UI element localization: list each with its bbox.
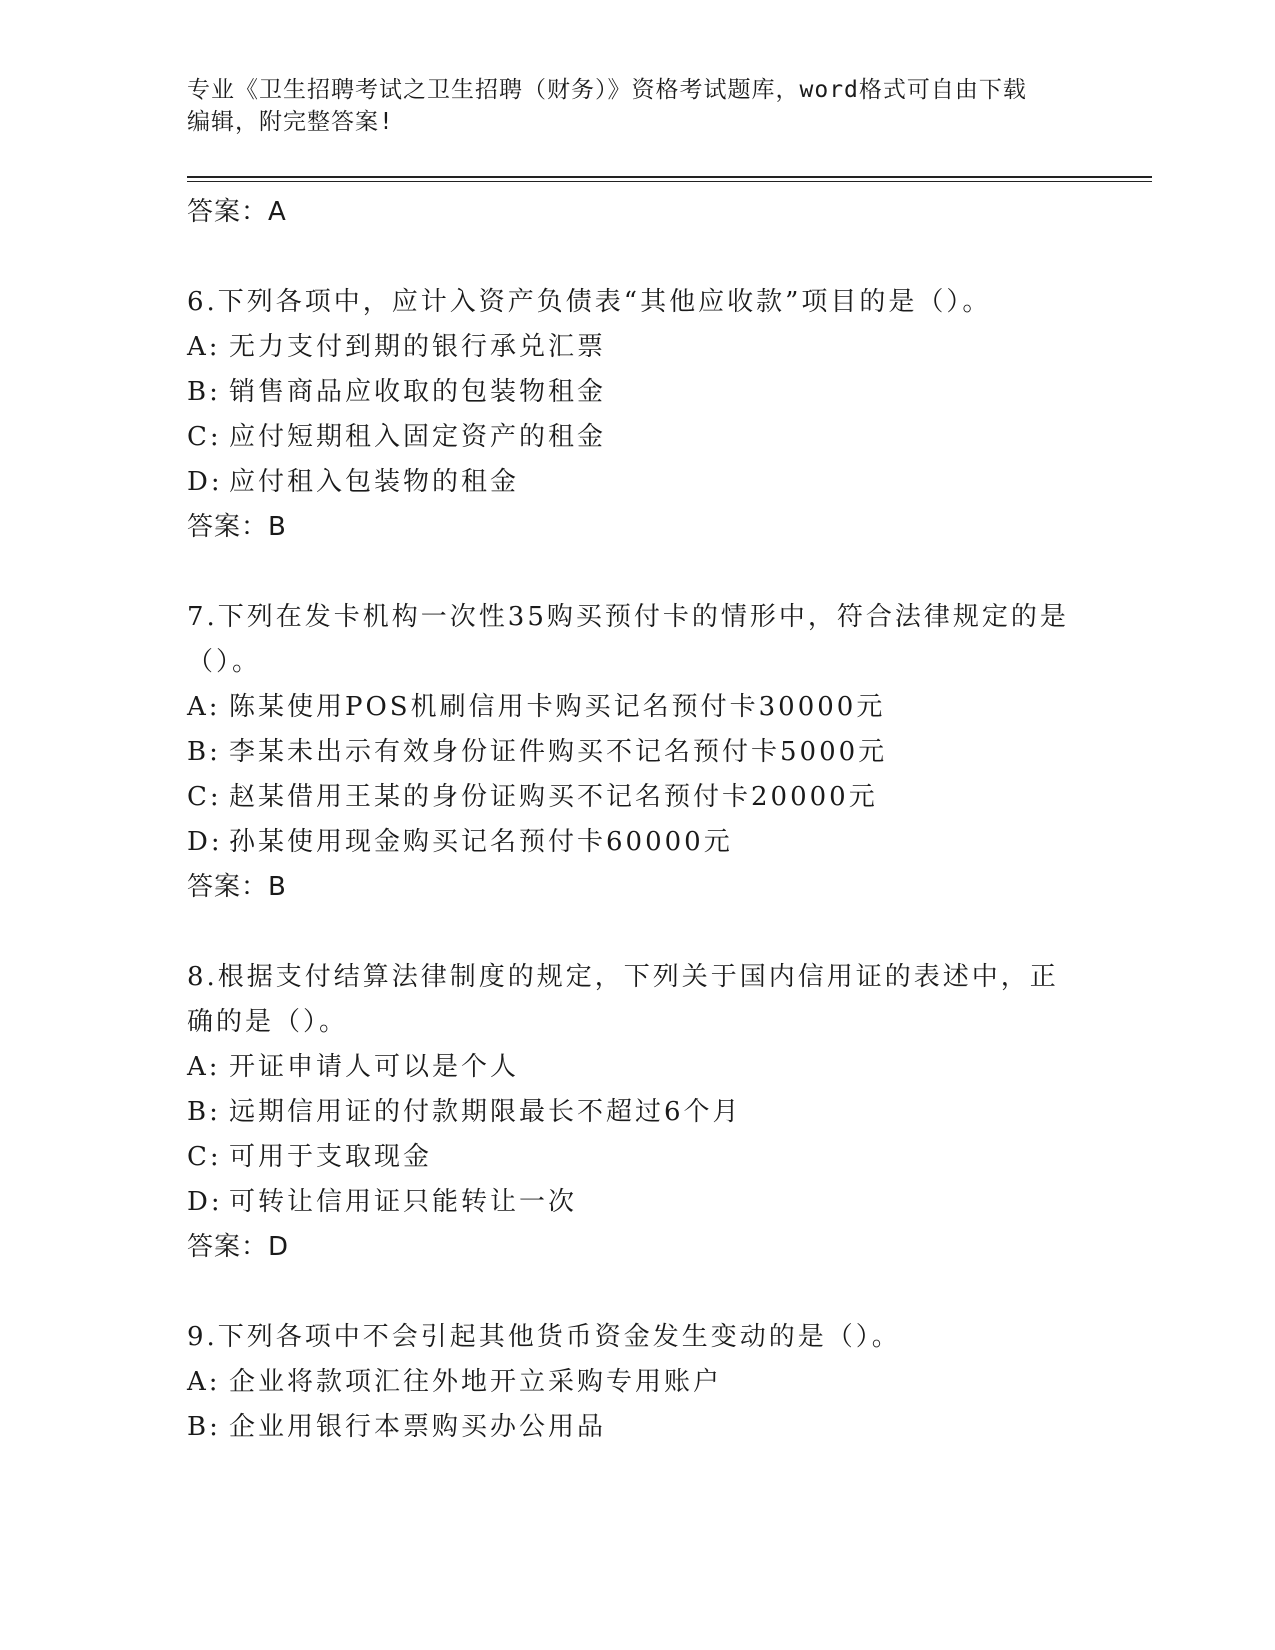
option-text: 企业用银行本票购买办公用品 [229, 1412, 607, 1442]
previous-answer: 答案：A [187, 197, 287, 227]
option-c [187, 415, 1087, 460]
option-key: C: [187, 1142, 222, 1172]
question-text-continued: （）。 [187, 647, 262, 677]
option-key: B: [187, 737, 221, 767]
question-block-8 [187, 955, 1087, 1269]
option-text: 销售商品应收取的包装物租金 [229, 377, 607, 407]
option-key: A: [187, 692, 221, 722]
option-d [187, 1180, 1087, 1225]
option-b [187, 370, 1087, 415]
answer-line: 答案：D [187, 1232, 290, 1262]
question-text: 9.下列各项中不会引起其他货币资金发生变动的是（）。 [187, 1322, 901, 1352]
option-text: 李某未出示有效身份证件购买不记名预付卡5000元 [229, 737, 888, 767]
option-d [187, 460, 1087, 505]
question-text: 6.下列各项中，应计入资产负债表“其他应收款”项目的是（）。 [187, 287, 992, 317]
question-text: 7.下列在发卡机构一次性35购买预付卡的情形中，符合法律规定的是 [187, 602, 1069, 632]
option-b [187, 1405, 1087, 1450]
option-a [187, 1045, 1087, 1090]
option-text: 企业将款项汇往外地开立采购专用账户 [229, 1367, 723, 1397]
option-key: A: [187, 1367, 221, 1397]
option-key: B: [187, 377, 221, 407]
option-key: D: [187, 827, 223, 857]
answer-line: 答案：B [187, 512, 287, 542]
spacer [187, 909, 1087, 955]
option-b [187, 1090, 1087, 1135]
question-list [187, 190, 1087, 1450]
spacer [187, 549, 1087, 595]
question-block-6 [187, 280, 1087, 549]
question-block-9 [187, 1315, 1087, 1450]
document-header [187, 74, 1067, 138]
option-text: 孙某使用现金购买记名预付卡60000元 [229, 827, 733, 857]
option-text: 可用于支取现金 [229, 1142, 433, 1172]
option-c [187, 775, 1087, 820]
option-b [187, 730, 1087, 775]
option-text: 无力支付到期的银行承兑汇票 [229, 332, 607, 362]
option-key: B: [187, 1412, 221, 1442]
spacer [187, 234, 1087, 280]
option-key: C: [187, 782, 222, 812]
option-text: 应付租入包装物的租金 [229, 467, 520, 497]
option-text: 赵某借用王某的身份证购买不记名预付卡20000元 [229, 782, 878, 812]
answer-line: 答案：B [187, 872, 287, 902]
option-c [187, 1135, 1087, 1180]
question-text-continued: 确的是（）。 [187, 1007, 349, 1037]
option-a [187, 1360, 1087, 1405]
option-text: 开证申请人可以是个人 [229, 1052, 520, 1082]
header-rule-thin [187, 181, 1152, 182]
option-text: 陈某使用POS机刷信用卡购买记名预付卡30000元 [229, 692, 886, 722]
question-text: 8.根据支付结算法律制度的规定，下列关于国内信用证的表述中，正 [187, 962, 1059, 992]
option-key: D: [187, 1187, 223, 1217]
option-text: 应付短期租入固定资产的租金 [229, 422, 607, 452]
option-text: 远期信用证的付款期限最长不超过6个月 [229, 1097, 742, 1127]
question-block-7 [187, 595, 1087, 909]
spacer [187, 1269, 1087, 1315]
option-key: B: [187, 1097, 221, 1127]
option-a [187, 685, 1087, 730]
option-key: A: [187, 1052, 221, 1082]
option-key: C: [187, 422, 222, 452]
header-rule-thick [187, 176, 1152, 178]
option-a [187, 325, 1087, 370]
option-key: D: [187, 467, 223, 497]
option-d [187, 820, 1087, 865]
option-text: 可转让信用证只能转让一次 [229, 1187, 578, 1217]
option-key: A: [187, 332, 221, 362]
header-line-1: 专业《卫生招聘考试之卫生招聘（财务）》资格考试题库，word格式可自由下载 [187, 77, 1027, 103]
header-line-2: 编辑，附完整答案! [187, 109, 394, 135]
